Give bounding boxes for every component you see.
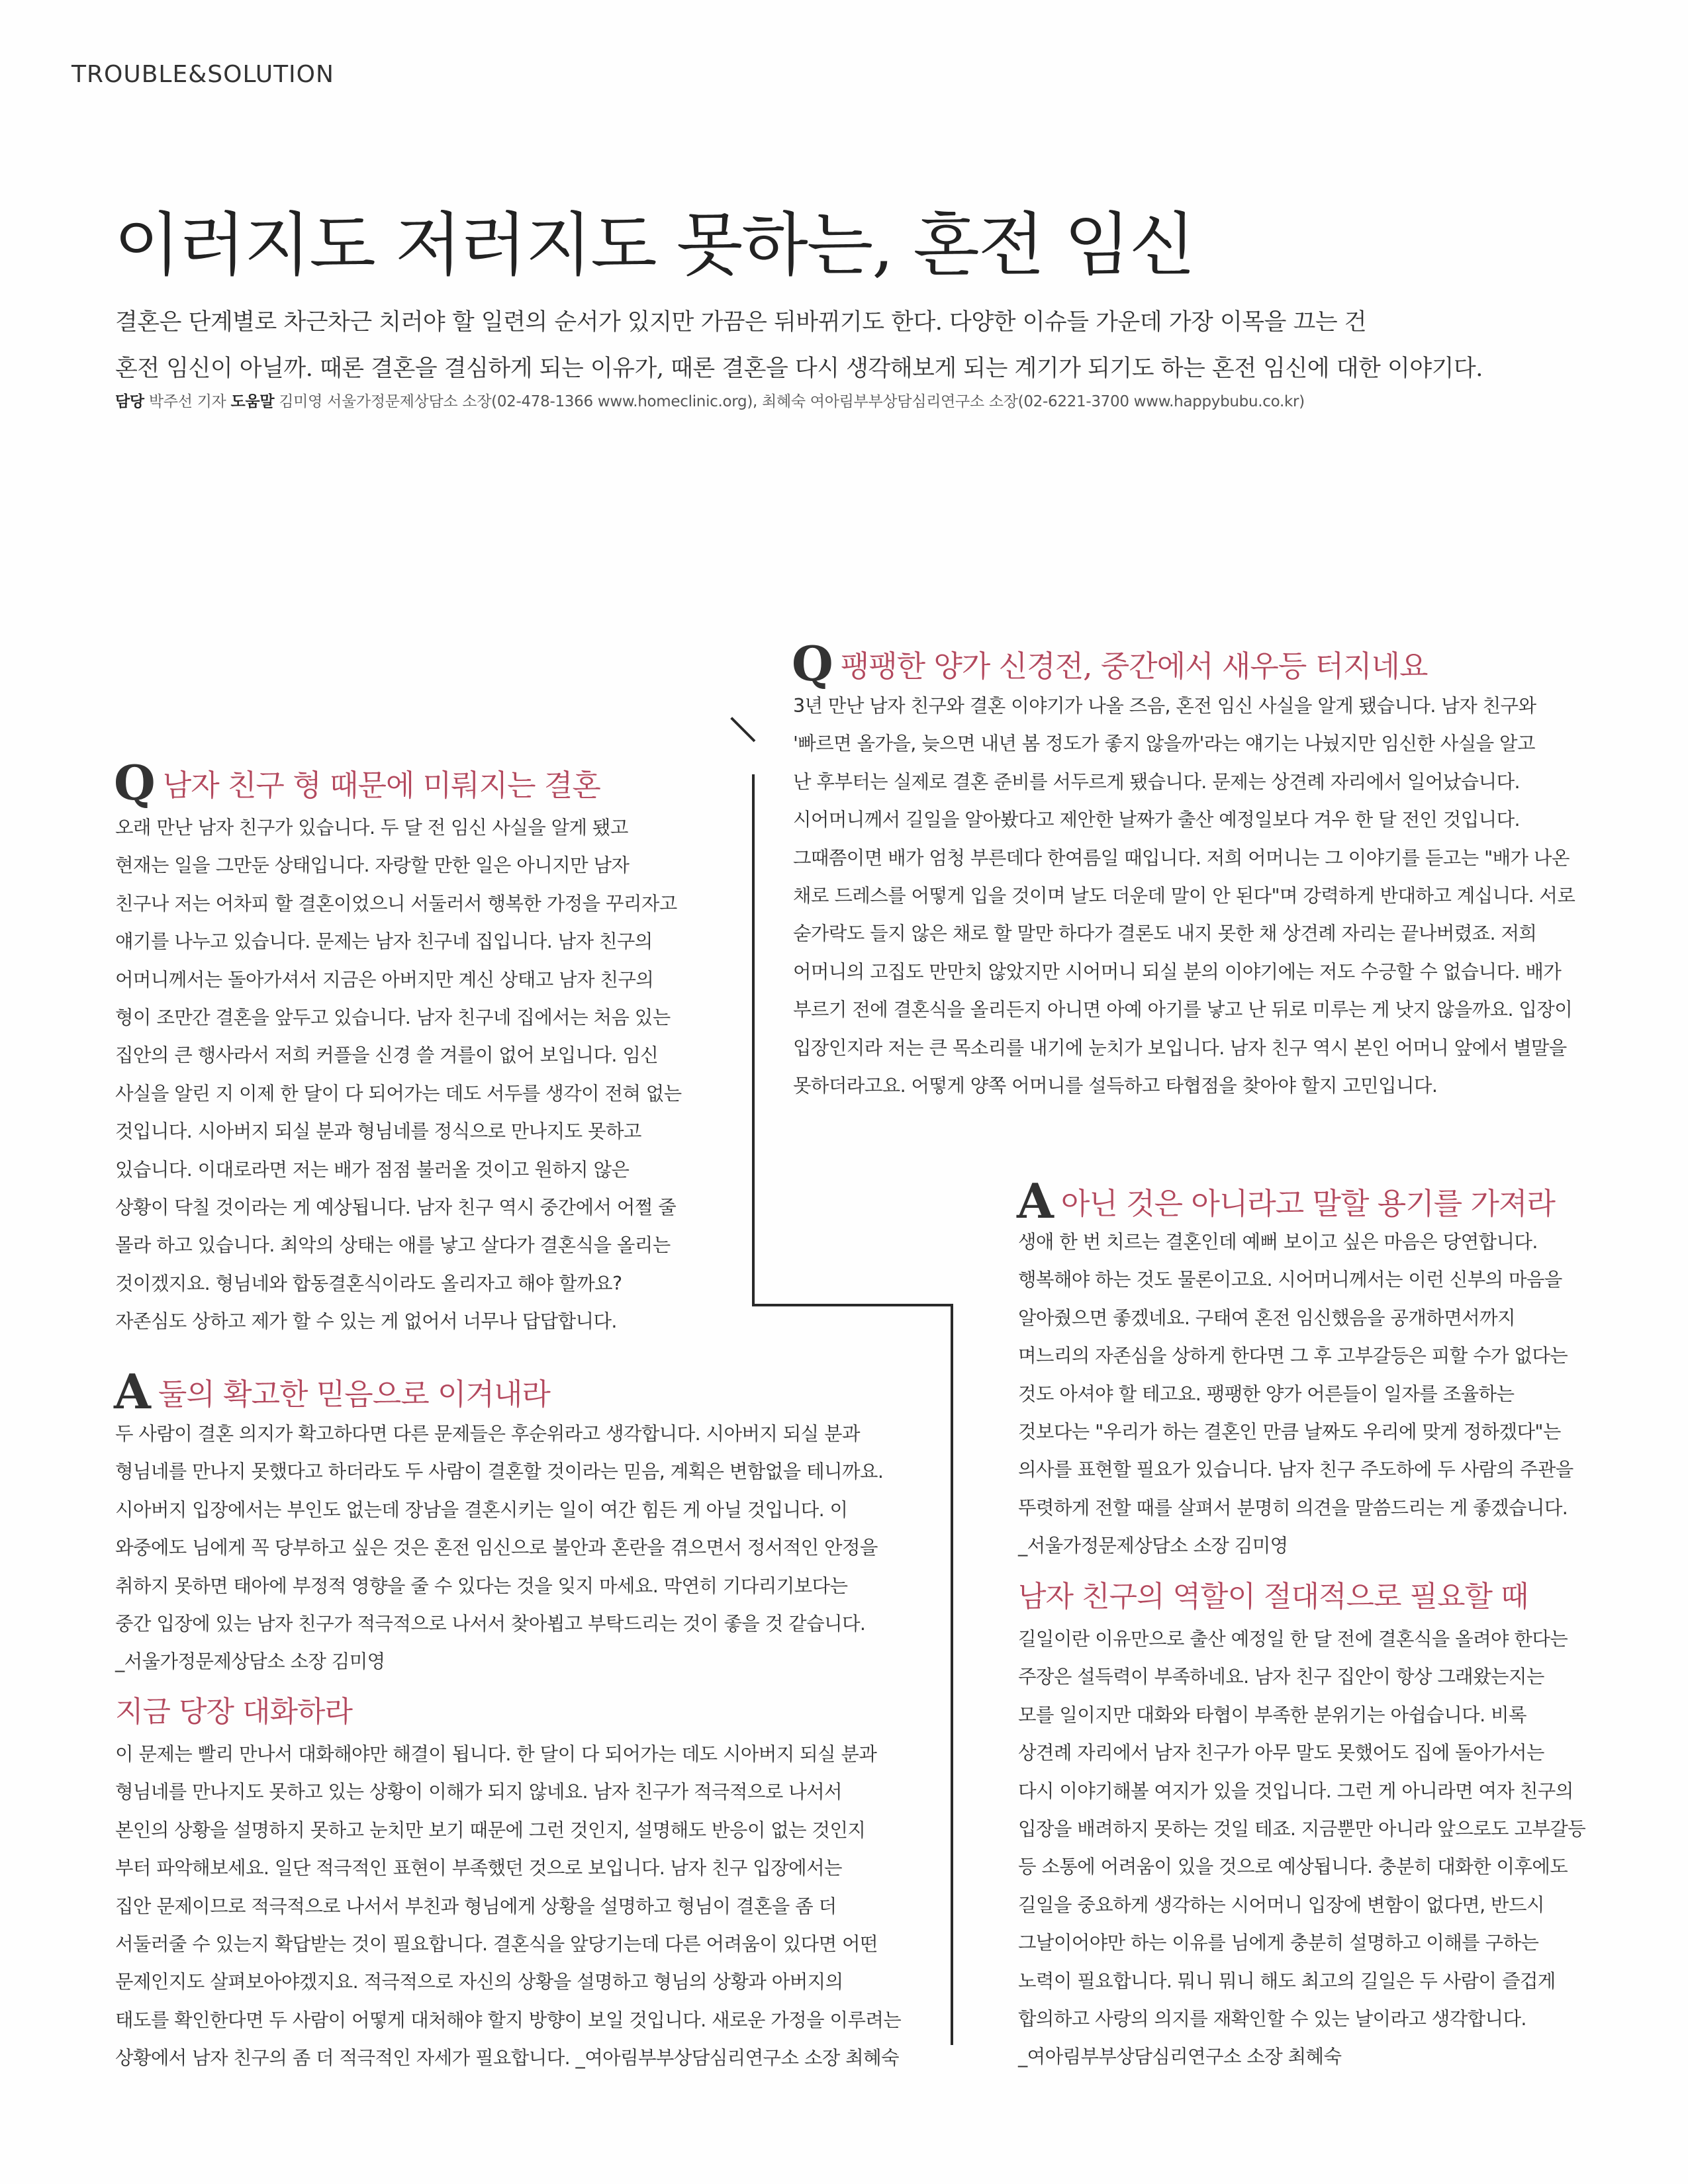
credits-label-advisors: 도움말	[230, 393, 275, 410]
body-line: 어머니의 고집도 만만치 않았지만 시어머니 되실 분의 이야기에는 저도 수긍할 수 없습니다. 배가	[793, 960, 1562, 983]
body-line: 태도를 확인한다면 두 사람이 어떻게 대처해야 할지 방향이 보일 것입니다. 새로운 가정을 이루려는	[115, 2009, 902, 2031]
body-line: 문제인지도 살펴보아야겠지요. 적극적으로 자신의 상황을 설명하고 형님의 상황과 아버지의	[115, 1971, 843, 1993]
body-line: 그날이어야만 하는 이유를 님에게 충분히 설명하고 이해를 구하는	[1018, 1932, 1539, 1954]
left-question-heading	[114, 754, 600, 811]
right-answer-body	[1018, 1223, 1573, 1565]
body-line: 와중에도 님에게 꼭 당부하고 싶은 것은 혼전 임신으로 불안과 혼란을 겪으면서 정서적인 안정을	[115, 1537, 878, 1559]
body-line: 것도 아셔야 할 테고요. 팽팽한 양가 어른들이 일자를 조율하는	[1018, 1383, 1515, 1405]
left-question-title: 남자 친구 형 때문에 미뤄지는 결혼	[162, 768, 600, 803]
divider-horizontal	[752, 1304, 951, 1306]
body-line: 집안 문제이므로 적극적으로 나서서 부친과 형님에게 상황을 설명하고 형님이 결혼을 좀 더	[115, 1895, 837, 1917]
body-line: 길일을 중요하게 생각하는 시어머니 입장에 변함이 없다면, 반드시	[1018, 1893, 1544, 1916]
body-line: 뚜렷하게 전할 때를 살펴서 분명히 의견을 말씀드리는 게 좋겠습니다.	[1018, 1496, 1568, 1519]
credits-label-editor: 담당	[115, 393, 144, 410]
left-answer-heading	[114, 1363, 550, 1420]
left-answer-subhead: 지금 당장 대화하라	[115, 1695, 353, 1729]
body-line: 집안의 큰 행사라서 저희 커플을 신경 쓸 겨를이 없어 보입니다. 임신	[115, 1044, 659, 1067]
body-line: 주장은 설득력이 부족하네요. 남자 친구 집안이 항상 그래왔는지는	[1018, 1666, 1544, 1688]
body-line: 알아줬으면 좋겠네요. 구태여 혼전 임신했음을 공개하면서까지	[1018, 1306, 1515, 1329]
body-line: 몰라 하고 있습니다. 최악의 상태는 애를 낳고 살다가 결혼식을 올리는	[115, 1234, 671, 1257]
body-line: 중간 입장에 있는 남자 친구가 적극적으로 나서서 찾아뵙고 부탁드리는 것이 좋을 것 같습니다.	[115, 1613, 866, 1635]
body-line: 의사를 표현할 필요가 있습니다. 남자 친구 주도하에 두 사람의 주관을	[1018, 1459, 1573, 1481]
body-line: 얘기를 나누고 있습니다. 문제는 남자 친구네 집입니다. 남자 친구의	[115, 931, 653, 953]
body-line: 시어머니께서 길일을 알아봤다고 제안한 날짜가 출산 예정일보다 겨우 한 달 전인 것입니다.	[793, 809, 1520, 831]
left-answer-title: 둘의 확고한 믿음으로 이겨내라	[158, 1377, 550, 1412]
body-line: 난 후부터는 실제로 결혼 준비를 서두르게 됐습니다. 문제는 상견례 자리에서 일어났습니다.	[793, 770, 1520, 793]
body-line: 숟가락도 들지 않은 채로 할 말만 하다가 결론도 내지 못한 채 상견례 자리는 끝나버렸죠. 저희	[793, 923, 1537, 945]
body-line: 3년 만난 남자 친구와 결혼 이야기가 나올 즈음, 혼전 임신 사실을 알게 됐습니다. 남자 친구와	[793, 695, 1536, 717]
body-line: 오래 만난 남자 친구가 있습니다. 두 달 전 임신 사실을 알게 됐고	[115, 817, 628, 839]
answer-attribution: _서울가정문제상담소 소장 김미영	[1018, 1535, 1288, 1557]
divider-vertical-upper	[752, 774, 755, 1304]
body-line: 형님네를 만나지도 못하고 있는 상황이 이해가 되지 않네요. 남자 친구가 적극적으로 나서서	[115, 1781, 842, 1803]
body-line: 못하더라고요. 어떻게 양쪽 어머니를 설득하고 타협점을 찾아야 할지 고민입니다.	[793, 1075, 1438, 1097]
body-line: 사실을 알린 지 이제 한 달이 다 되어가는 데도 서두를 생각이 전혀 없는	[115, 1082, 682, 1105]
body-line: 친구나 저는 어차피 할 결혼이었으니 서둘러서 행복한 가정을 꾸리자고	[115, 892, 677, 915]
body-line: 부르기 전에 결혼식을 올리든지 아니면 아예 아기를 낳고 난 뒤로 미루는 게 낫지 않을까요. 입장이	[793, 999, 1573, 1021]
body-line: 두 사람이 결혼 의지가 확고하다면 다른 문제들은 후순위라고 생각합니다. 시아버지 되실 분과	[115, 1423, 860, 1445]
answer-attribution: _서울가정문제상담소 소장 김미영	[115, 1651, 385, 1673]
right-question-heading	[792, 635, 1427, 692]
answer-mark-letter: A	[114, 1363, 150, 1420]
credits-advisors: 김미영 서울가정문제상담소 소장(02-478-1366 www.homeclinic.org), 최혜숙 여아림부부상담심리연구소 소장(02-6221-3700 www.happybubu.co.kr)	[279, 393, 1305, 410]
body-line: 시아버지 입장에서는 부인도 없는데 장남을 결혼시키는 일이 여간 힘든 게 아닐 것입니다. 이	[115, 1498, 848, 1521]
credits-editor: 박주선 기자	[148, 393, 226, 410]
body-line: 것보다는 "우리가 하는 결혼인 만큼 날짜도 우리에 맞게 정하겠다"는	[1018, 1421, 1561, 1443]
body-line: 행복해야 하는 것도 물론이고요. 시어머니께서는 이런 신부의 마음을	[1018, 1269, 1562, 1291]
body-line: 본인의 상황을 설명하지 못하고 눈치만 보기 때문에 그런 것인지, 설명해도 반응이 없는 것인지	[115, 1819, 866, 1841]
right-answer-heading	[1017, 1173, 1555, 1229]
body-line: 상견례 자리에서 남자 친구가 아무 말도 못했어도 집에 돌아가서는	[1018, 1742, 1544, 1764]
body-line: 그때쯤이면 배가 엄청 부른데다 한여름일 때입니다. 저희 어머니는 그 이야기를 듣고는 "배가 나온	[793, 846, 1570, 869]
body-line: 취하지 못하면 태아에 부정적 영향을 줄 수 있다는 것을 잊지 마세요. 막연히 기다리기보다는	[115, 1574, 848, 1597]
body-line: 있습니다. 이대로라면 저는 배가 점점 불러올 것이고 원하지 않은	[115, 1158, 630, 1181]
left-question-body	[115, 809, 682, 1341]
question-mark-letter: Q	[114, 754, 155, 811]
article-title: 이러지도 저러지도 못하는, 혼전 임신	[114, 205, 1195, 285]
right-question-body	[793, 687, 1575, 1105]
body-line: 입장을 배려하지 못하는 것일 테죠. 지금뿐만 아니라 앞으로도 고부갈등	[1018, 1818, 1586, 1841]
body-line: 것이겠지요. 형님네와 합동결혼식이라도 올리자고 해야 할까요?	[115, 1272, 622, 1295]
answer-attribution: _여아림부부상담심리연구소 소장 최혜숙	[1018, 2046, 1342, 2068]
body-line: 다시 이야기해볼 여지가 있을 것입니다. 그런 게 아니라면 여자 친구의	[1018, 1780, 1573, 1802]
body-line: 자존심도 상하고 제가 할 수 있는 게 없어서 너무나 답답합니다.	[115, 1310, 617, 1333]
body-line: 현재는 일을 그만둔 상태입니다. 자랑할 만한 일은 아니지만 남자	[115, 854, 630, 877]
left-answer-body	[115, 1415, 883, 1681]
body-line: 길일이란 이유만으로 출산 예정일 한 달 전에 결혼식을 올려야 한다는	[1018, 1628, 1568, 1650]
body-line: 합의하고 사랑의 의지를 재확인할 수 있는 날이라고 생각합니다.	[1018, 2008, 1526, 2030]
right-answer-body-2	[1018, 1620, 1585, 2076]
left-answer-body-2	[115, 1735, 901, 2077]
body-line: 채로 드레스를 어떻게 입을 것이며 날도 더운데 말이 안 된다"며 강력하게 반대하고 계십니다. 서로	[793, 885, 1575, 907]
section-label: TROUBLE&SOLUTION	[71, 61, 334, 88]
lead-line: 결혼은 단계별로 차근차근 치러야 할 일련의 순서가 있지만 가끔은 뒤바뀌기도 한다. 다양한 이슈들 가운데 가장 이목을 끄는 건	[115, 309, 1367, 336]
question-mark-letter: Q	[792, 635, 833, 692]
body-line: 상황이 닥칠 것이라는 게 예상됩니다. 남자 친구 역시 중간에서 어쩔 줄	[115, 1197, 677, 1219]
body-line: 입장인지라 저는 큰 목소리를 내기에 눈치가 보입니다. 남자 친구 역시 본인 어머니 앞에서 별말을	[793, 1036, 1567, 1059]
body-line: 등 소통에 어려움이 있을 것으로 예상됩니다. 충분히 대화한 이후에도	[1018, 1856, 1568, 1878]
body-line: 생애 한 번 치르는 결혼인데 예뻐 보이고 싶은 마음은 당연합니다.	[1018, 1231, 1538, 1253]
right-question-title: 팽팽한 양가 신경전, 중간에서 새우등 터지네요	[840, 649, 1428, 684]
article-lead	[115, 299, 1585, 392]
body-line: 노력이 필요합니다. 뭐니 뭐니 해도 최고의 길일은 두 사람이 즐겁게	[1018, 1970, 1556, 1992]
body-line: 어머니께서는 돌아가셔서 지금은 아버지만 계신 상태고 남자 친구의	[115, 968, 654, 991]
lead-line: 혼전 임신이 아닐까. 때론 결혼을 결심하게 되는 이유가, 때론 결혼을 다시 생각해보게 되는 계기가 되기도 하는 혼전 임신에 대한 이야기다.	[115, 355, 1483, 382]
body-line: 것입니다. 시아버지 되실 분과 형님네를 정식으로 만나지도 못하고	[115, 1120, 641, 1143]
right-answer-subhead: 남자 친구의 역할이 절대적으로 필요할 때	[1018, 1580, 1528, 1614]
body-line: 모를 일이지만 대화와 타협이 부족한 분위기는 아쉽습니다. 비록	[1018, 1704, 1526, 1726]
body-line: 서둘러줄 수 있는지 확답받는 것이 필요합니다. 결혼식을 앞당기는데 다른 어려움이 있다면 어떤	[115, 1933, 878, 1956]
body-line: 이 문제는 빨리 만나서 대화해야만 해결이 됩니다. 한 달이 다 되어가는 데도 시아버지 되실 분과	[115, 1743, 877, 1765]
divider-hook-top	[730, 717, 755, 742]
divider-vertical-lower	[951, 1304, 953, 2045]
body-line: '빠르면 올가을, 늦으면 내년 봄 정도가 좋지 않을까'라는 얘기는 나눴지만 임신한 사실을 알고	[793, 733, 1535, 755]
body-line: 형이 조만간 결혼을 앞두고 있습니다. 남자 친구네 집에서는 처음 있는	[115, 1007, 671, 1029]
body-line: 형님네를 만나지 못했다고 하더라도 두 사람이 결혼할 것이라는 믿음, 계획은 변함없을 테니까요.	[115, 1461, 884, 1483]
body-line: 며느리의 자존심을 상하게 한다면 그 후 고부갈등은 피할 수가 없다는	[1018, 1345, 1568, 1367]
answer-mark-letter: A	[1017, 1173, 1053, 1229]
right-answer-title: 아닌 것은 아니라고 말할 용기를 가져라	[1060, 1186, 1555, 1221]
body-line: 상황에서 남자 친구의 좀 더 적극적인 자세가 필요합니다. _여아림부부상담심리연구소 소장 최혜숙	[115, 2047, 899, 2070]
body-line: 부터 파악해보세요. 일단 적극적인 표현이 부족했던 것으로 보입니다. 남자 친구 입장에서는	[115, 1857, 842, 1880]
article-credits	[115, 389, 1305, 411]
